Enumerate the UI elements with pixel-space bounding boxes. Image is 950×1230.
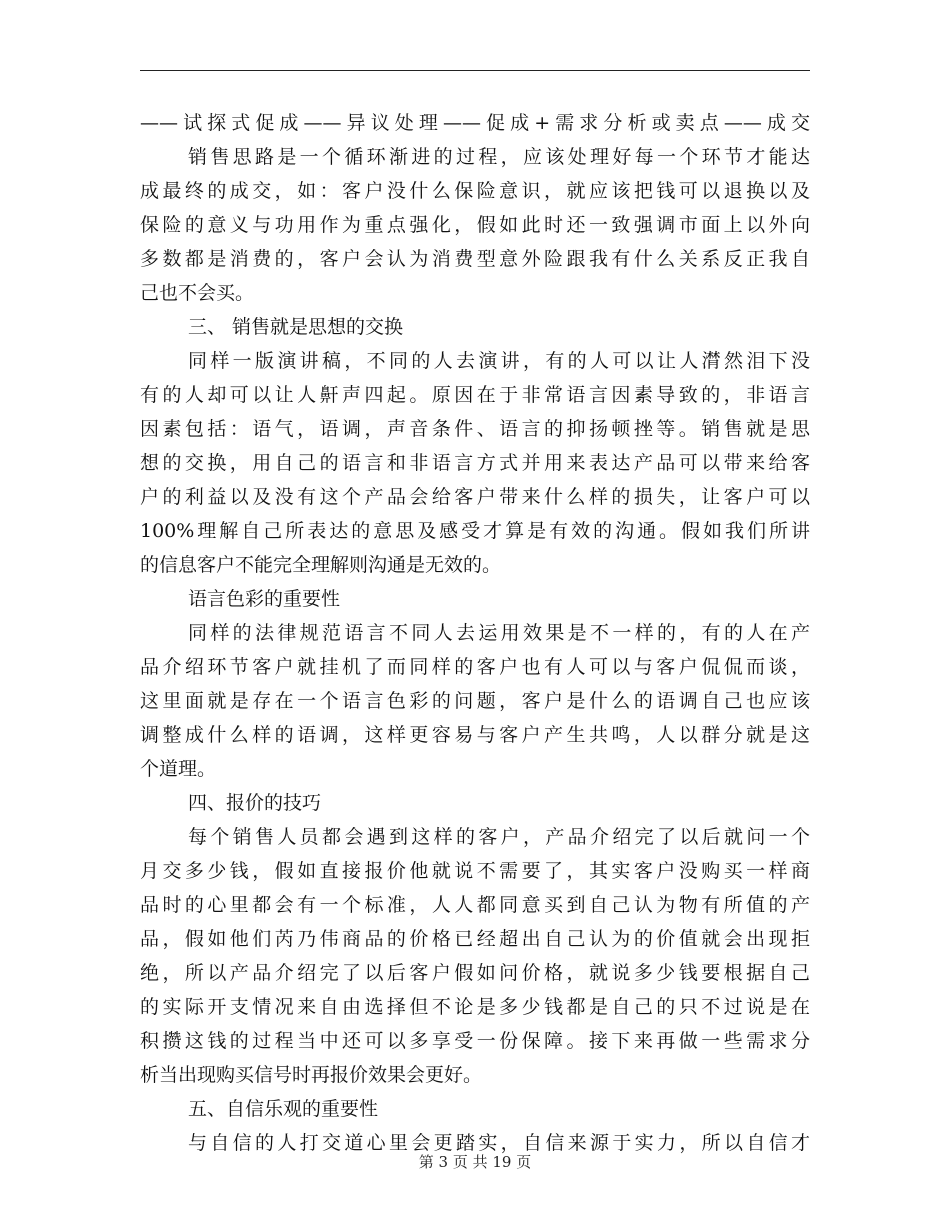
text-line: 成最终的成交，如：客户没什么保险意识，就应该把钱可以退换以及 <box>140 180 810 202</box>
text-line: 100%理解自己所表达的意思及感受才算是有效的沟通。假如我们所讲 <box>140 520 810 542</box>
text-line: 与自信的人打交道心里会更踏实，自信来源于实力，所以自信才 <box>188 1132 810 1154</box>
section-heading: 五、自信乐观的重要性 <box>188 1098 379 1120</box>
text-line: 绝，所以产品介绍完了以后客户假如问价格，就说多少钱要根据自己 <box>140 962 810 984</box>
text-line: 多数都是消费的，客户会认为消费型意外险跟我有什么关系反正我自 <box>140 248 810 270</box>
text-line: 的信息客户不能完全理解则沟通是无效的。 <box>140 554 502 576</box>
header-rule <box>140 70 810 71</box>
page-number-footer: 第 3 页 共 19 页 <box>418 1153 532 1171</box>
body-text <box>140 106 810 1160</box>
text-line: 销售思路是一个循环渐进的过程，应该处理好每一个环节才能达 <box>188 146 810 168</box>
text-line: 品时的心里都会有一个标准，人人都同意买到自己认为物有所值的产 <box>140 894 810 916</box>
text-line: 户的利益以及没有这个产品会给客户带来什么样的损失，让客户可以 <box>140 486 810 508</box>
section-heading: 四、报价的技巧 <box>188 792 322 814</box>
text-line: 保险的意义与功用作为重点强化，假如此时还一致强调市面上以外向 <box>140 214 810 236</box>
text-line: 这里面就是存在一个语言色彩的问题，客户是什么的语调自己也应该 <box>140 690 810 712</box>
text-line: 己也不会买。 <box>140 282 255 304</box>
text-line: 因素包括：语气，语调，声音条件、语言的抑扬顿挫等。销售就是思 <box>140 418 810 440</box>
text-line: 的实际开支情况来自由选择但不论是多少钱都是自己的只不过说是在 <box>140 996 810 1018</box>
text-line: 有的人却可以让人鼾声四起。原因在于非常语言因素导致的，非语言 <box>140 384 810 406</box>
text-line: 品，假如他们芮乃伟商品的价格已经超出自己认为的价值就会出现拒 <box>140 928 810 950</box>
text-line: ——试探式促成——异议处理——促成+需求分析或卖点——成交 <box>140 112 810 134</box>
section-heading: 语言色彩的重要性 <box>188 588 341 610</box>
text-line: 同样一版演讲稿，不同的人去演讲，有的人可以让人潸然泪下没 <box>188 350 810 372</box>
text-line: 月交多少钱，假如直接报价他就说不需要了，其实客户没购买一样商 <box>140 860 810 882</box>
text-line: 析当出现购买信号时再报价效果会更好。 <box>140 1064 483 1086</box>
section-heading: 三、 销售就是思想的交换 <box>188 316 404 338</box>
text-line: 想的交换，用自己的语言和非语言方式并用来表达产品可以带来给客 <box>140 452 810 474</box>
text-line: 调整成什么样的语调，这样更容易与客户产生共鸣，人以群分就是这 <box>140 724 810 746</box>
text-line: 每个销售人员都会遇到这样的客户，产品介绍完了以后就问一个 <box>188 826 810 848</box>
text-line: 积攒这钱的过程当中还可以多享受一份保障。接下来再做一些需求分 <box>140 1030 810 1052</box>
text-line: 品介绍环节客户就挂机了而同样的客户也有人可以与客户侃侃而谈， <box>140 656 810 678</box>
text-line: 同样的法律规范语言不同人去运用效果是不一样的，有的人在产 <box>188 622 810 644</box>
text-line: 个道理。 <box>140 758 217 780</box>
